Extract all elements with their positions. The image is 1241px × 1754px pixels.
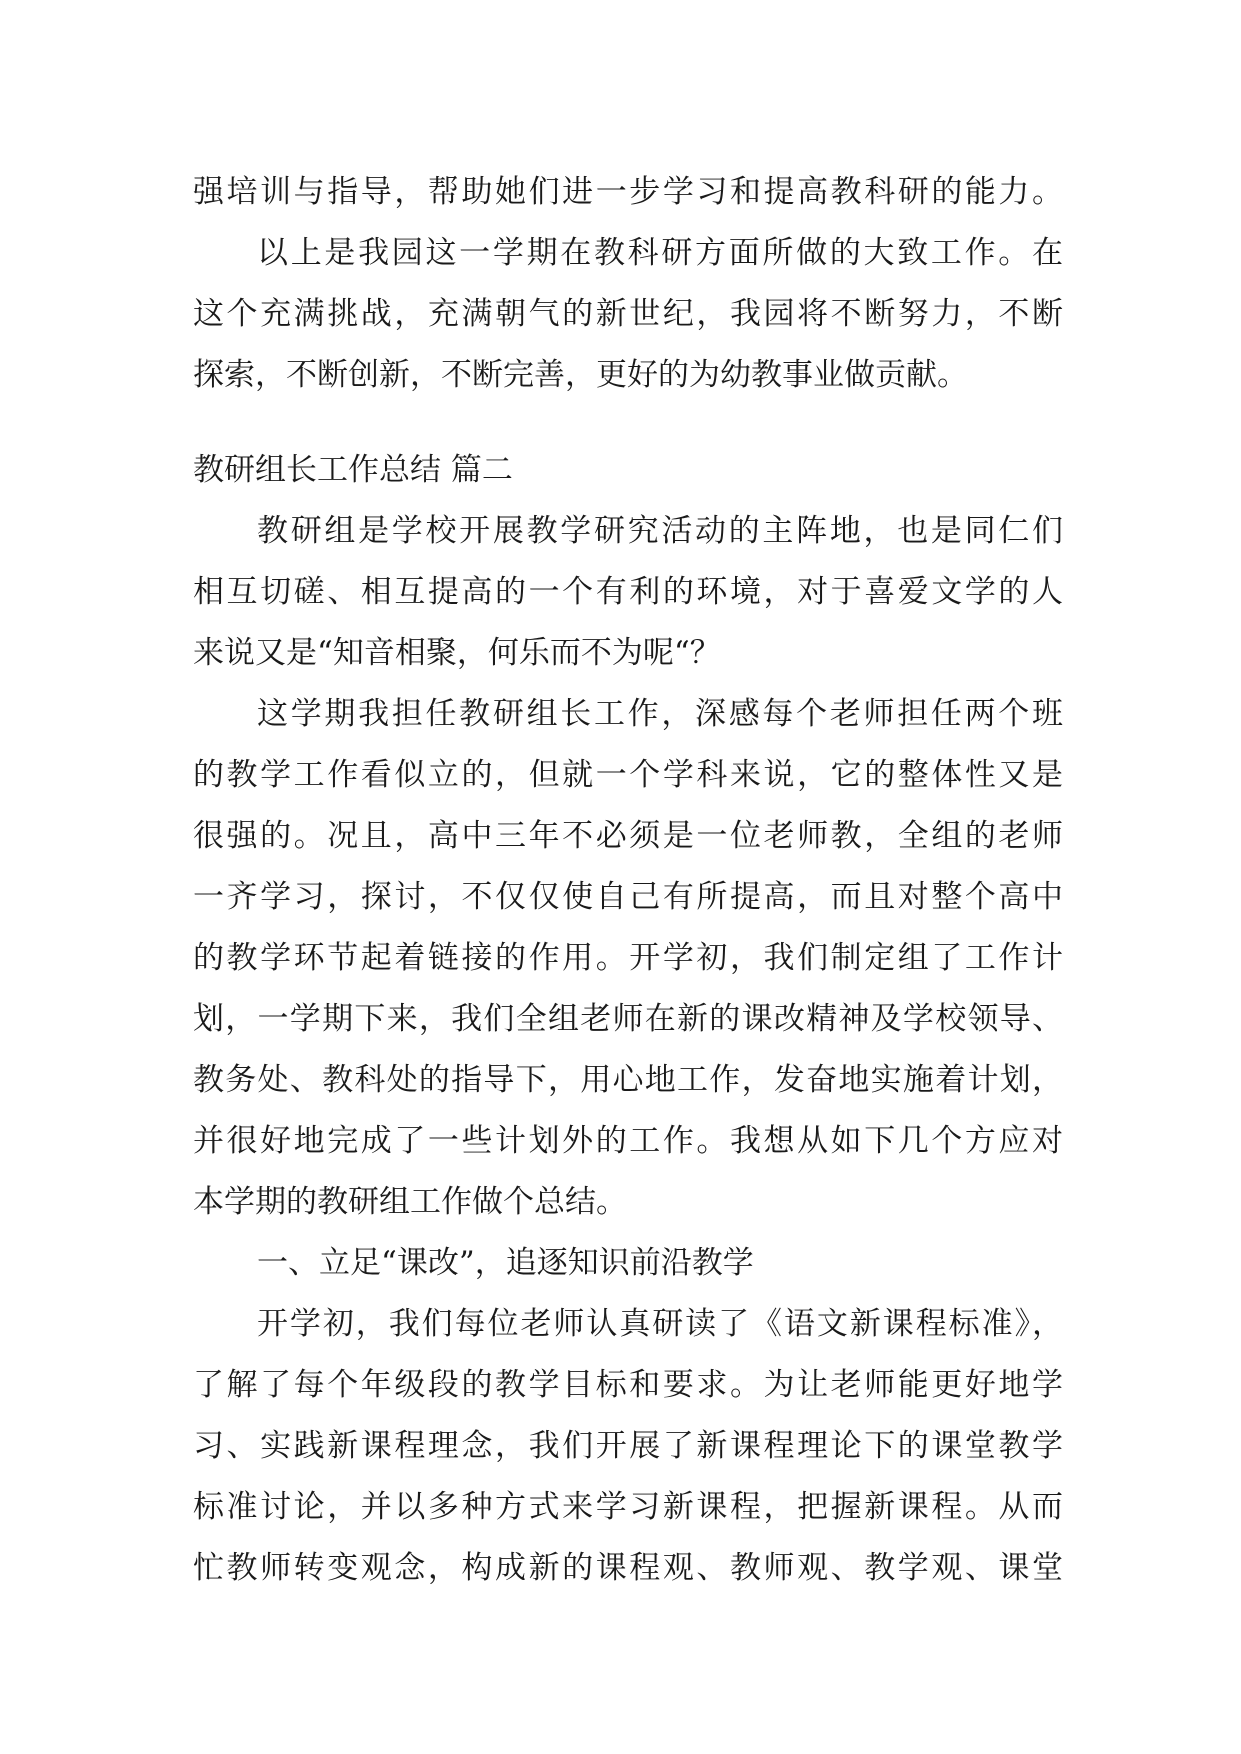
paragraph-line: 教务处、教科处的指导下，用心地工作，发奋地实施着计划， [193,1062,1063,1098]
paragraph-line: 强培训与指导，帮助她们进一步学习和提高教科研的能力。 [193,174,1063,210]
paragraph-line: 忙教师转变观念，构成新的课程观、教师观、教学观、课堂 [193,1550,1063,1586]
paragraph-line: 了解了每个年级段的教学目标和要求。为让老师能更好地学 [193,1367,1063,1403]
subsection-heading: 一、立足“课改”，追逐知识前沿教学 [257,1245,754,1281]
section-heading: 教研组长工作总结 篇二 [193,452,513,488]
paragraph-line: 以上是我园这一学期在教科研方面所做的大致工作。在 [257,235,1063,271]
section-spacer [193,406,1063,440]
paragraph-line: 的教学工作看似立的，但就一个学科来说，它的整体性又是 [193,757,1063,793]
paragraph-line: 探索，不断创新，不断完善，更好的为幼教事业做贡献。 [193,357,968,393]
paragraph-line: 习、实践新课程理念，我们开展了新课程理论下的课堂教学 [193,1428,1063,1464]
paragraph-line: 的教学环节起着链接的作用。开学初，我们制定组了工作计 [193,940,1063,976]
paragraph-line: 开学初，我们每位老师认真研读了《语文新课程标准》， [257,1306,1063,1342]
paragraph-line: 来说又是“知音相聚，何乐而不为呢“？ [193,635,721,671]
paragraph-line: 相互切磋、相互提高的一个有利的环境，对于喜爱文学的人 [193,574,1063,610]
paragraph-line: 标准讨论，并以多种方式来学习新课程，把握新课程。从而 [193,1489,1063,1525]
paragraph-line: 一齐学习，探讨，不仅仅使自己有所提高，而且对整个高中 [193,879,1063,915]
document-body [193,162,1063,1599]
paragraph-line: 这个充满挑战，充满朝气的新世纪，我园将不断努力，不断 [193,296,1063,332]
paragraph-line: 划，一学期下来，我们全组老师在新的课改精神及学校领导、 [193,1001,1063,1037]
paragraph-line: 本学期的教研组工作做个总结。 [193,1184,627,1220]
paragraph-line: 很强的。况且，高中三年不必须是一位老师教，全组的老师 [193,818,1063,854]
paragraph-line: 并很好地完成了一些计划外的工作。我想从如下几个方应对 [193,1123,1063,1159]
paragraph-line: 这学期我担任教研组长工作，深感每个老师担任两个班 [257,696,1063,732]
paragraph-line: 教研组是学校开展教学研究活动的主阵地，也是同仁们 [257,513,1063,549]
